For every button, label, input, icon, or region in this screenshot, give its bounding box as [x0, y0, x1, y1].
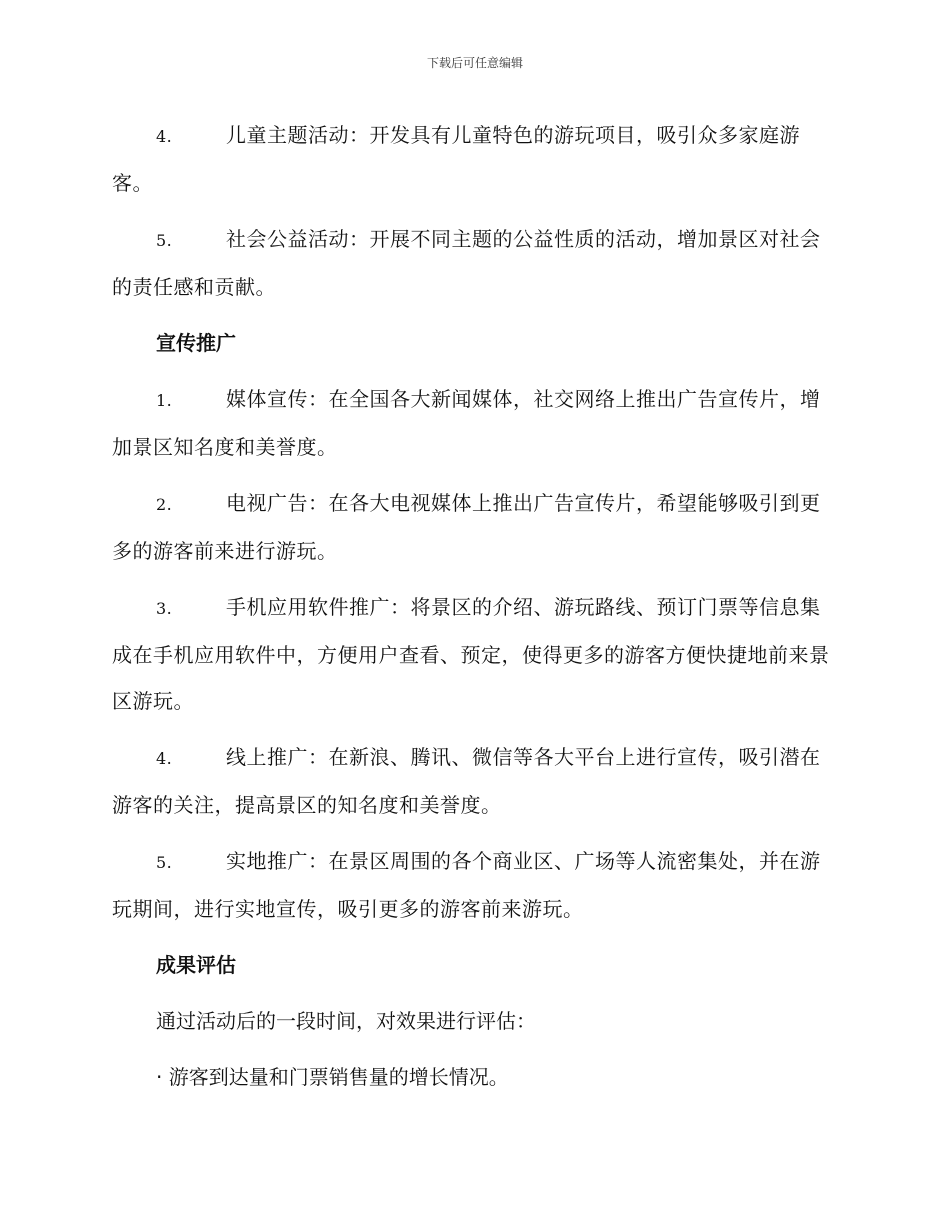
list-text: 线上推广：在新浪、腾讯、微信等各大平台上进行宣传，吸引潜在游客的关注，提高景区的知名度和美誉度。 — [112, 745, 821, 817]
list-text: 儿童主题活动：开发具有儿童特色的游玩项目，吸引众多家庭游客。 — [112, 123, 800, 195]
list-item — [112, 480, 836, 574]
list-number: 3. — [156, 599, 173, 618]
list-item — [112, 112, 836, 206]
list-number: 2. — [156, 495, 173, 514]
list-text: 社会公益活动：开展不同主题的公益性质的活动，增加景区对社会的责任感和贡献。 — [112, 227, 821, 299]
section-heading-evaluation: 成果评估 — [156, 953, 236, 977]
list-item — [112, 838, 836, 932]
list-number: 4. — [156, 749, 173, 768]
list-number: 5. — [156, 231, 173, 250]
list-text: 电视广告：在各大电视媒体上推出广告宣传片，希望能够吸引到更多的游客前来进行游玩。 — [112, 491, 821, 563]
list-item — [112, 734, 836, 828]
list-number: 1. — [156, 391, 173, 410]
list-text: 实地推广：在景区周围的各个商业区、广场等人流密集处，并在游玩期间，进行实地宣传，吸引更多的游客前来游玩。 — [112, 849, 821, 921]
list-number: 4. — [156, 127, 173, 146]
list-item — [112, 376, 836, 470]
section-heading-promotion: 宣传推广 — [156, 331, 236, 355]
list-text: 手机应用软件推广：将景区的介绍、游玩路线、预订门票等信息集成在手机应用软件中，方便用户查看、预定，使得更多的游客方便快捷地前来景区游玩。 — [112, 595, 830, 713]
document-body — [112, 112, 836, 1110]
bullet-item: · 游客到达量和门票销售量的增长情况。 — [156, 1065, 509, 1089]
list-text: 媒体宣传：在全国各大新闻媒体，社交网络上推出广告宣传片，增加景区知名度和美誉度。 — [112, 387, 821, 459]
evaluation-intro: 通过活动后的一段时间，对效果进行评估： — [156, 1009, 536, 1033]
list-number: 5. — [156, 853, 173, 872]
list-item — [112, 584, 836, 724]
page-header: 下载后可任意编辑 — [426, 56, 523, 70]
list-item — [112, 216, 836, 310]
